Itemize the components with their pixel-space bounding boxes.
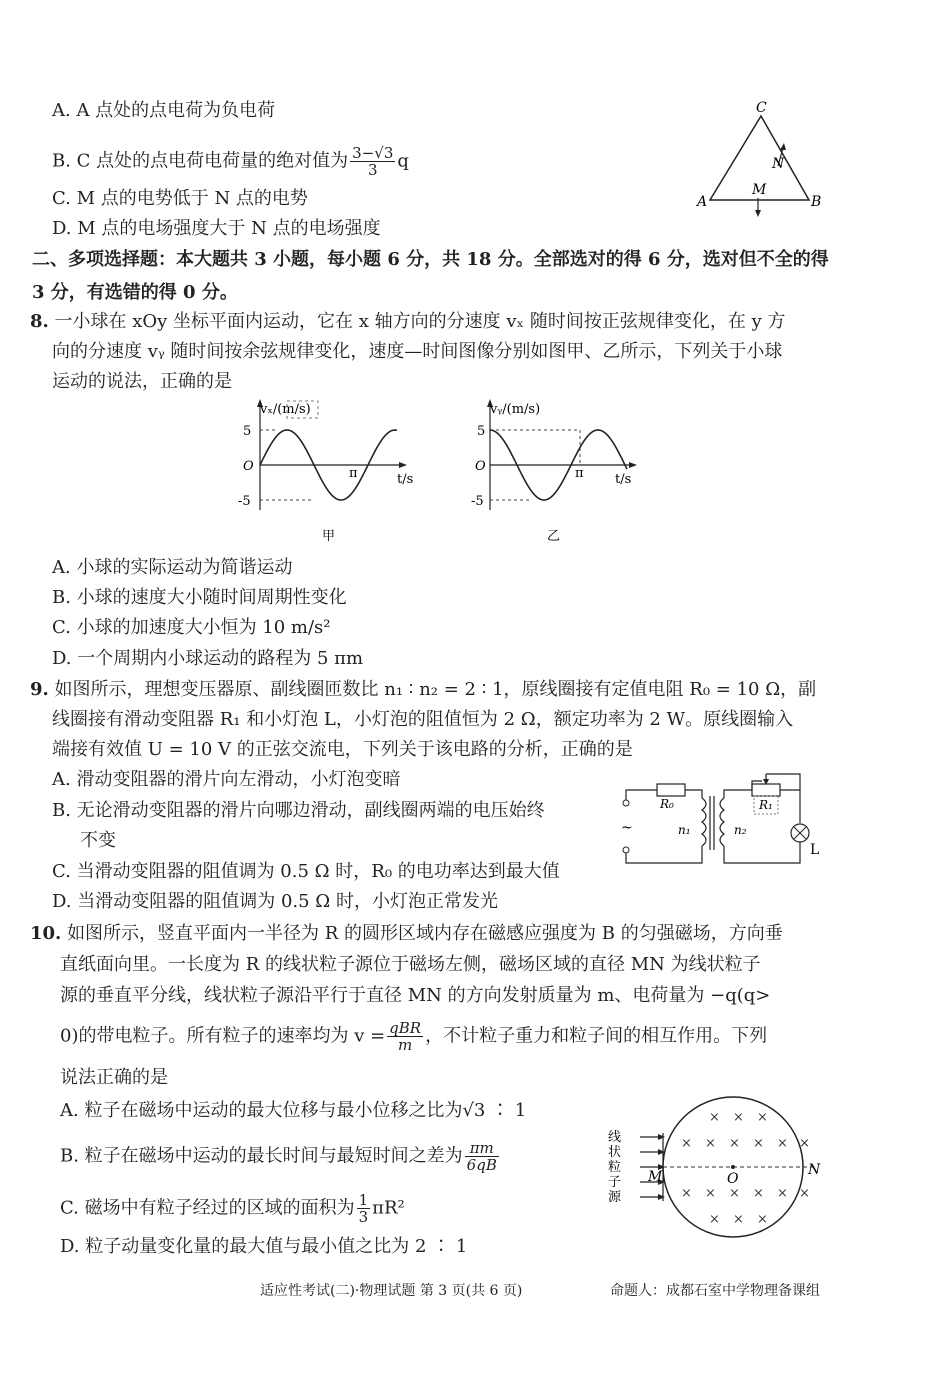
particle-source-label: [608, 1129, 622, 1205]
field-cross: ×: [753, 1186, 764, 1201]
field-cross: ×: [799, 1136, 810, 1151]
graph-jia-origin: O: [243, 459, 254, 474]
graph-yi: [455, 395, 655, 550]
graph-yi-ymin: -5: [471, 494, 484, 509]
label-a: A: [697, 194, 708, 210]
ac-source-label: ~: [621, 820, 633, 836]
footer-author: 命题人：成都石室中学物理备课组: [610, 1283, 820, 1299]
field-cross: ×: [729, 1136, 740, 1151]
label-m: M: [752, 182, 767, 198]
graph-yi-caption: 乙: [547, 529, 561, 544]
q9-stem-line2: 线圈接有滑动变阻器 R₁ 和小灯泡 L，小灯泡的阻值恒为 2 Ω，额定功率为 2 W。原线圈输入: [52, 709, 794, 730]
q9-option-a: A. 滑动变阻器的滑片向左滑动，小灯泡变暗: [52, 769, 401, 790]
field-cross: ×: [729, 1186, 740, 1201]
field-cross: ×: [681, 1136, 692, 1151]
q7-option-c: C. M 点的电势低于 N 点的电势: [52, 188, 308, 209]
source-char: 状: [608, 1145, 622, 1160]
q10-stem-line1: 10. 如图所示，竖直平面内一半径为 R 的圆形区域内存在磁感应强度为 B 的匀强磁场，方向垂: [30, 923, 783, 944]
q10-option-d: D. 粒子动量变化量的最大值与最小值之比为 2 ∶ 1: [60, 1236, 468, 1257]
graph-yi-ymax: 5: [477, 424, 486, 439]
q7-option-a: A. A 点处的点电荷为负电荷: [52, 100, 276, 121]
section2-heading-line1: 二、多项选择题：本大题共 3 小题，每小题 6 分，共 18 分。全部选对的得 6 分，选对但不全的得: [32, 249, 829, 270]
label-b: B: [811, 194, 822, 210]
q10-stem-line4: 0)的带电粒子。所有粒子的速率均为 v = $\frac{\text{qBR}}{m}$ ，不计粒子重力和粒子间的相互作用。下列: [60, 1019, 768, 1054]
q8-option-c: C. 小球的加速度大小恒为 10 m/s²: [52, 617, 331, 638]
triangle-figure: [692, 96, 827, 221]
option-b-fraction: $\frac{\pi m}{6qB}$: [466, 1139, 497, 1174]
field-cross: ×: [777, 1186, 788, 1201]
q9-stem-line3: 端接有效值 U = 10 V 的正弦交流电，下列关于该电路的分析，正确的是: [52, 739, 633, 760]
q8-option-a: A. 小球的实际运动为简谐运动: [52, 557, 293, 578]
option-c-fraction: $\frac{1}{3}$: [358, 1191, 369, 1226]
field-cross: ×: [705, 1186, 716, 1201]
label-m-point: M: [648, 1169, 663, 1185]
source-char: 线: [608, 1130, 622, 1145]
q7-option-b: B. C 点处的点电荷电荷量的绝对值为 $\frac{3-√3}{3}$ q: [52, 144, 409, 179]
field-cross: ×: [709, 1110, 720, 1125]
q7-option-d: D. M 点的电场强度大于 N 点的电场强度: [52, 218, 381, 239]
velocity-fraction: $\frac{\text{qBR}}{m}$: [389, 1019, 422, 1054]
q8-option-d: D. 一个周期内小球运动的路程为 5 πm: [52, 648, 364, 669]
field-cross: ×: [681, 1186, 692, 1201]
graph-jia-ymax: 5: [243, 424, 252, 439]
label-n: N: [772, 156, 785, 172]
field-cross: ×: [705, 1136, 716, 1151]
q9-option-b-line1: B. 无论滑动变阻器的滑片向哪边滑动，副线圈两端的电压始终: [52, 800, 545, 821]
graph-jia: [225, 395, 425, 550]
q10-stem-line2: 直纸面向里。一长度为 R 的线状粒子源位于磁场左侧，磁场区域的直径 MN 为线状粒子: [60, 954, 761, 975]
n1-label: n₁: [678, 823, 691, 837]
graph-yi-pi: π: [575, 466, 584, 481]
graph-yi-xlabel: t/s: [615, 472, 632, 487]
field-cross: ×: [799, 1186, 810, 1201]
q9-option-c: C. 当滑动变阻器的阻值调为 0.5 Ω 时，R₀ 的电功率达到最大值: [52, 861, 560, 882]
q9-option-b-line2: 不变: [80, 830, 116, 851]
lamp-label: L: [810, 842, 820, 858]
q9-stem-line1: 9. 如图所示，理想变压器原、副线圈匝数比 n₁ ∶ n₂ = 2 ∶ 1，原线圈接有定值电阻 R₀ = 10 Ω，副: [30, 679, 817, 700]
q8-stem-line2: 向的分速度 vᵧ 随时间按余弦规律变化，速度—时间图像分别如图甲、乙所示，下列关于小球: [52, 341, 783, 362]
field-cross: ×: [733, 1212, 744, 1227]
q8-stem-line3: 运动的说法，正确的是: [52, 371, 232, 392]
source-char: 源: [608, 1190, 622, 1205]
n2-label: n₂: [734, 823, 747, 837]
label-o-point: O: [727, 1171, 739, 1187]
graph-jia-xlabel: t/s: [397, 472, 414, 487]
q7-option-b-text: B. C 点处的点电荷电荷量的绝对值为: [52, 150, 349, 172]
q7-option-b-fraction: $\frac{3-√3}{3}$: [352, 144, 394, 179]
field-cross: ×: [777, 1136, 788, 1151]
transformer-circuit: [612, 768, 827, 878]
graph-jia-caption: 甲: [322, 529, 336, 544]
graph-jia-ymin: -5: [238, 494, 251, 509]
magnetic-field-figure: [600, 1095, 830, 1245]
footer-page-info: 适应性考试(二)·物理试题 第 3 页(共 6 页): [260, 1283, 523, 1299]
label-n-point: N: [808, 1162, 821, 1178]
q10-option-c: C. 磁场中有粒子经过的区域的面积为 $\frac{1}{3}$ πR²: [60, 1191, 405, 1226]
graph-jia-ylabel: vₓ/(m/s): [260, 402, 311, 417]
source-char: 粒: [608, 1160, 622, 1175]
q9-option-d: D. 当滑动变阻器的阻值调为 0.5 Ω 时，小灯泡正常发光: [52, 891, 498, 912]
field-cross: ×: [733, 1110, 744, 1125]
field-cross: ×: [709, 1212, 720, 1227]
field-cross: ×: [757, 1212, 768, 1227]
q10-option-a: A. 粒子在磁场中运动的最大位移与最小位移之比为√3 ∶ 1: [60, 1100, 527, 1121]
source-char: 子: [608, 1175, 622, 1190]
section2-heading-line2: 3 分，有选错的得 0 分。: [32, 282, 238, 303]
q10-stem-line5: 说法正确的是: [60, 1067, 168, 1088]
q8-stem-line1: 8. 一小球在 xOy 坐标平面内运动，它在 x 轴方向的分速度 vₓ 随时间按正弦规律变化，在 y 方: [30, 311, 786, 332]
graph-yi-origin: O: [475, 459, 486, 474]
q10-stem-line3: 源的垂直平分线，线状粒子源沿平行于直径 MN 的方向发射质量为 m、电荷量为 −q(q>: [60, 985, 771, 1006]
r0-label: R₀: [660, 797, 674, 811]
field-cross: ×: [753, 1136, 764, 1151]
graph-yi-ylabel: vᵧ/(m/s): [490, 402, 541, 417]
q8-option-b: B. 小球的速度大小随时间周期性变化: [52, 587, 347, 608]
graph-jia-pi: π: [349, 466, 358, 481]
label-c: C: [756, 100, 767, 116]
field-cross: ×: [757, 1110, 768, 1125]
q10-option-b: B. 粒子在磁场中运动的最长时间与最短时间之差为 $\frac{\pi m}{6qB}$: [60, 1139, 497, 1174]
r1-label: R₁: [759, 798, 773, 812]
